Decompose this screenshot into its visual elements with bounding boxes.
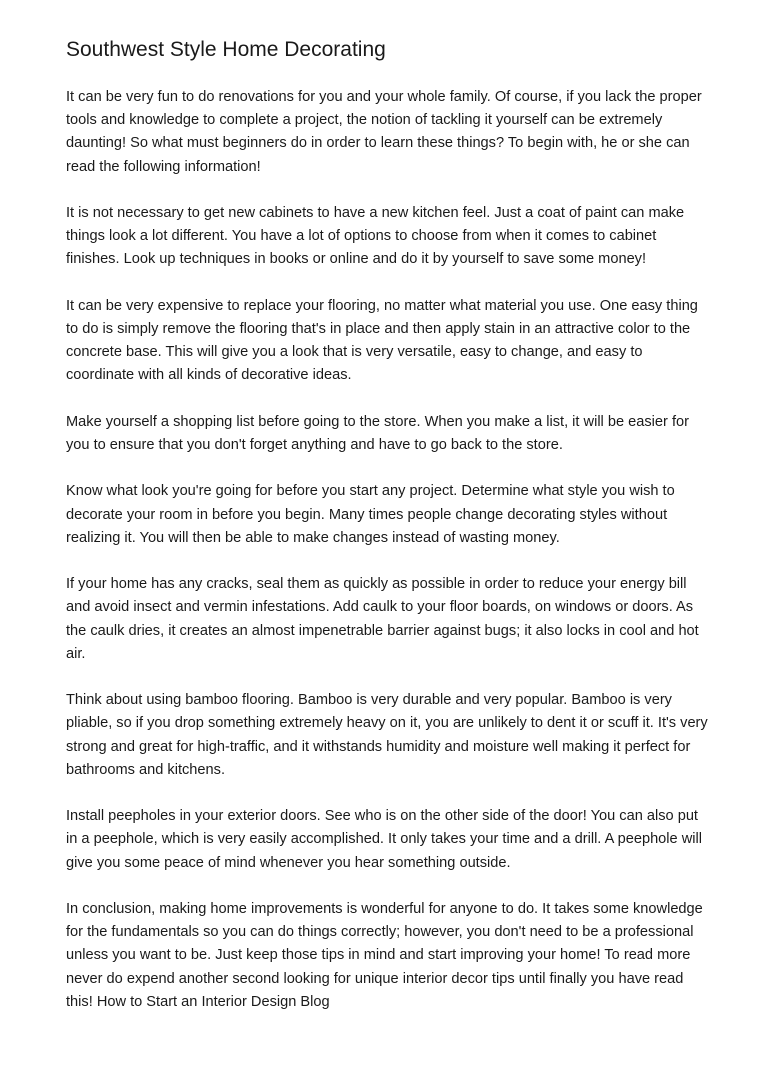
paragraph-conclusion: In conclusion, making home improvements is wonderful for anyone to do. It takes some knowledge for the fundamentals so you can do things correctly; however, you don't need to be a professional unless you want to be. Just keep those tips in mind and start improving your home! To read more never do expend another second looking for unique interior decor tips until finally you have read this! How to Start an Interior Design Blog: [66, 900, 703, 1010]
document-title: Southwest Style Home Decorating: [66, 38, 386, 61]
paragraph-bamboo: Think about using bamboo flooring. Bamboo is very durable and very popular. Bamboo is very pliable, so if you drop something extremely heavy on it, you are unlikely to dent it or scuff it. It's very strong and great for high-traffic, and it withstands humidity and moisture well making it perfect for bathrooms and kitchens.: [66, 692, 708, 778]
paragraph-intro: It can be very fun to do renovations for you and your whole family. Of course, if you lack the proper tools and knowledge to complete a project, the notion of tackling it yourself can be extremely daunting! So what must beginners do in order to learn these things? To begin with, he or she can read the following information!: [66, 89, 702, 175]
paragraph-cabinets: It is not necessary to get new cabinets to have a new kitchen feel. Just a coat of paint can make things look a lot different. You have a lot of options to choose from when it comes to cabinet finishes. Look up techniques in books or online and do it by yourself to save some money!: [66, 205, 685, 268]
paragraph-shopping-list: Make yourself a shopping list before going to the store. When you make a list, it will be easier for you to ensure that you don't forget anything and have to go back to the store.: [66, 413, 689, 453]
document-body: [66, 86, 708, 1014]
paragraph-peepholes: Install peepholes in your exterior doors. See who is on the other side of the door! You can also put in a peephole, which is very easily accomplished. It only takes your time and a drill. A peephole will give you some peace of mind whenever you hear something outside.: [66, 808, 702, 871]
paragraph-style: Know what look you're going for before you start any project. Determine what style you wish to decorate your room in before you begin. Many times people change decorating styles without realizing it. You will then be able to make changes instead of wasting money.: [66, 483, 675, 546]
paragraph-cracks: If your home has any cracks, seal them as quickly as possible in order to reduce your energy bill and avoid insect and vermin infestations. Add caulk to your floor boards, on windows or doors. As the caulk dries, it creates an almost impenetrable barrier against bugs; it also locks in cool and hot air.: [66, 576, 699, 662]
paragraph-flooring-stain: It can be very expensive to replace your flooring, no matter what material you use. One easy thing to do is simply remove the flooring that's in place and then apply stain in an attractive color to the concrete base. This will give you a look that is very versatile, easy to change, and easy to coordinate with all kinds of decorative ideas.: [66, 297, 698, 384]
